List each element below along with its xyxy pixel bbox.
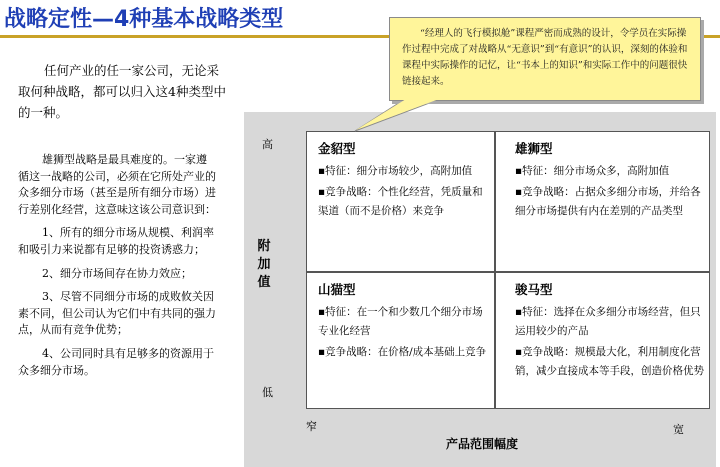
paragraph-point-2: 2、细分市场间存在协力效应； (42, 266, 192, 280)
paragraph-point-3: 3、尽管不同细分市场的成败攸关因素不同，但公司认为它们中有共同的强力点，从而有竞争优势； (18, 290, 216, 337)
intro-paragraph: 任何产业的任一家公司，无论采取何种战略，都可以归入这4种类型中的一种。 (18, 63, 226, 120)
quadrant-title: 山猫型 (318, 282, 356, 297)
quadrant-strategy: ▪竞争战略：规模最大化，利用制度化营销，减少直接成本等手段，创造价格优势 (515, 346, 704, 377)
quadrant-title: 骏马型 (515, 282, 553, 297)
left-description (18, 152, 216, 386)
callout-text: “经理人的飞行模拟舱”课程严密而成熟的设计，令学员在实际操作过程中完成了对战略从“无意识”到“有意识”的认识，深刻的体验和课程中实际操作的记忆，让“书本上的知识”和实际工作中的问题很快链接起来。 (402, 28, 688, 87)
quadrant-strategy: ▪竞争战略：在价格/成本基础上竞争 (318, 346, 487, 358)
paragraph-point-4: 4、公司同时具有足够多的资源用于众多细分市场。 (18, 346, 214, 377)
quadrant-feature: ▪特征：在一个和少数几个细分市场专业化经营 (318, 306, 483, 337)
quadrant-strategy: ▪竞争战略：占据众多细分市场，并给各细分市场提供有内在差别的产品类型 (515, 186, 701, 217)
paragraph-point-1: 1、所有的细分市场从规模、利润率和吸引力来说都有足够的投资诱惑力； (18, 226, 214, 256)
page-title: 战略定性—4种基本战略类型 (4, 7, 284, 32)
quadrant-title: 雄狮型 (515, 141, 553, 156)
x-axis-narrow: 窄 (306, 420, 317, 433)
quadrant-strategy: ▪竞争战略：个性化经营，凭质量和渠道（而不是价格）来竞争 (318, 186, 483, 217)
y-axis-high: 高 (262, 138, 273, 151)
quadrant-title: 金貂型 (318, 141, 356, 156)
quadrant-golden-marten (318, 139, 488, 223)
matrix-vertical-divider (494, 131, 496, 409)
paragraph-lion-strategy: 雄狮型战略是最具难度的。一家遵循这一战略的公司，必须在它所处产业的众多细分市场（甚至是所有细分市场）进行差别化经营，这意味这该公司意识到： (18, 153, 216, 216)
quadrant-lion (515, 139, 705, 223)
x-axis-label: 产品范围幅度 (446, 437, 519, 451)
quadrant-horse (515, 280, 705, 383)
quadrant-feature: ▪特征：细分市场众多，高附加值 (515, 165, 670, 177)
testimonial-callout (389, 17, 701, 101)
quadrant-feature: ▪特征：细分市场较少，高附加值 (318, 165, 473, 177)
matrix-horizontal-divider (306, 271, 710, 273)
quadrant-feature: ▪特征：选择在众多细分市场经营，但只运用较少的产品 (515, 306, 701, 337)
x-axis-wide: 宽 (673, 423, 684, 436)
y-axis-label: 附加值 (257, 239, 271, 290)
y-axis-low: 低 (262, 386, 273, 399)
quadrant-lynx (318, 280, 488, 364)
